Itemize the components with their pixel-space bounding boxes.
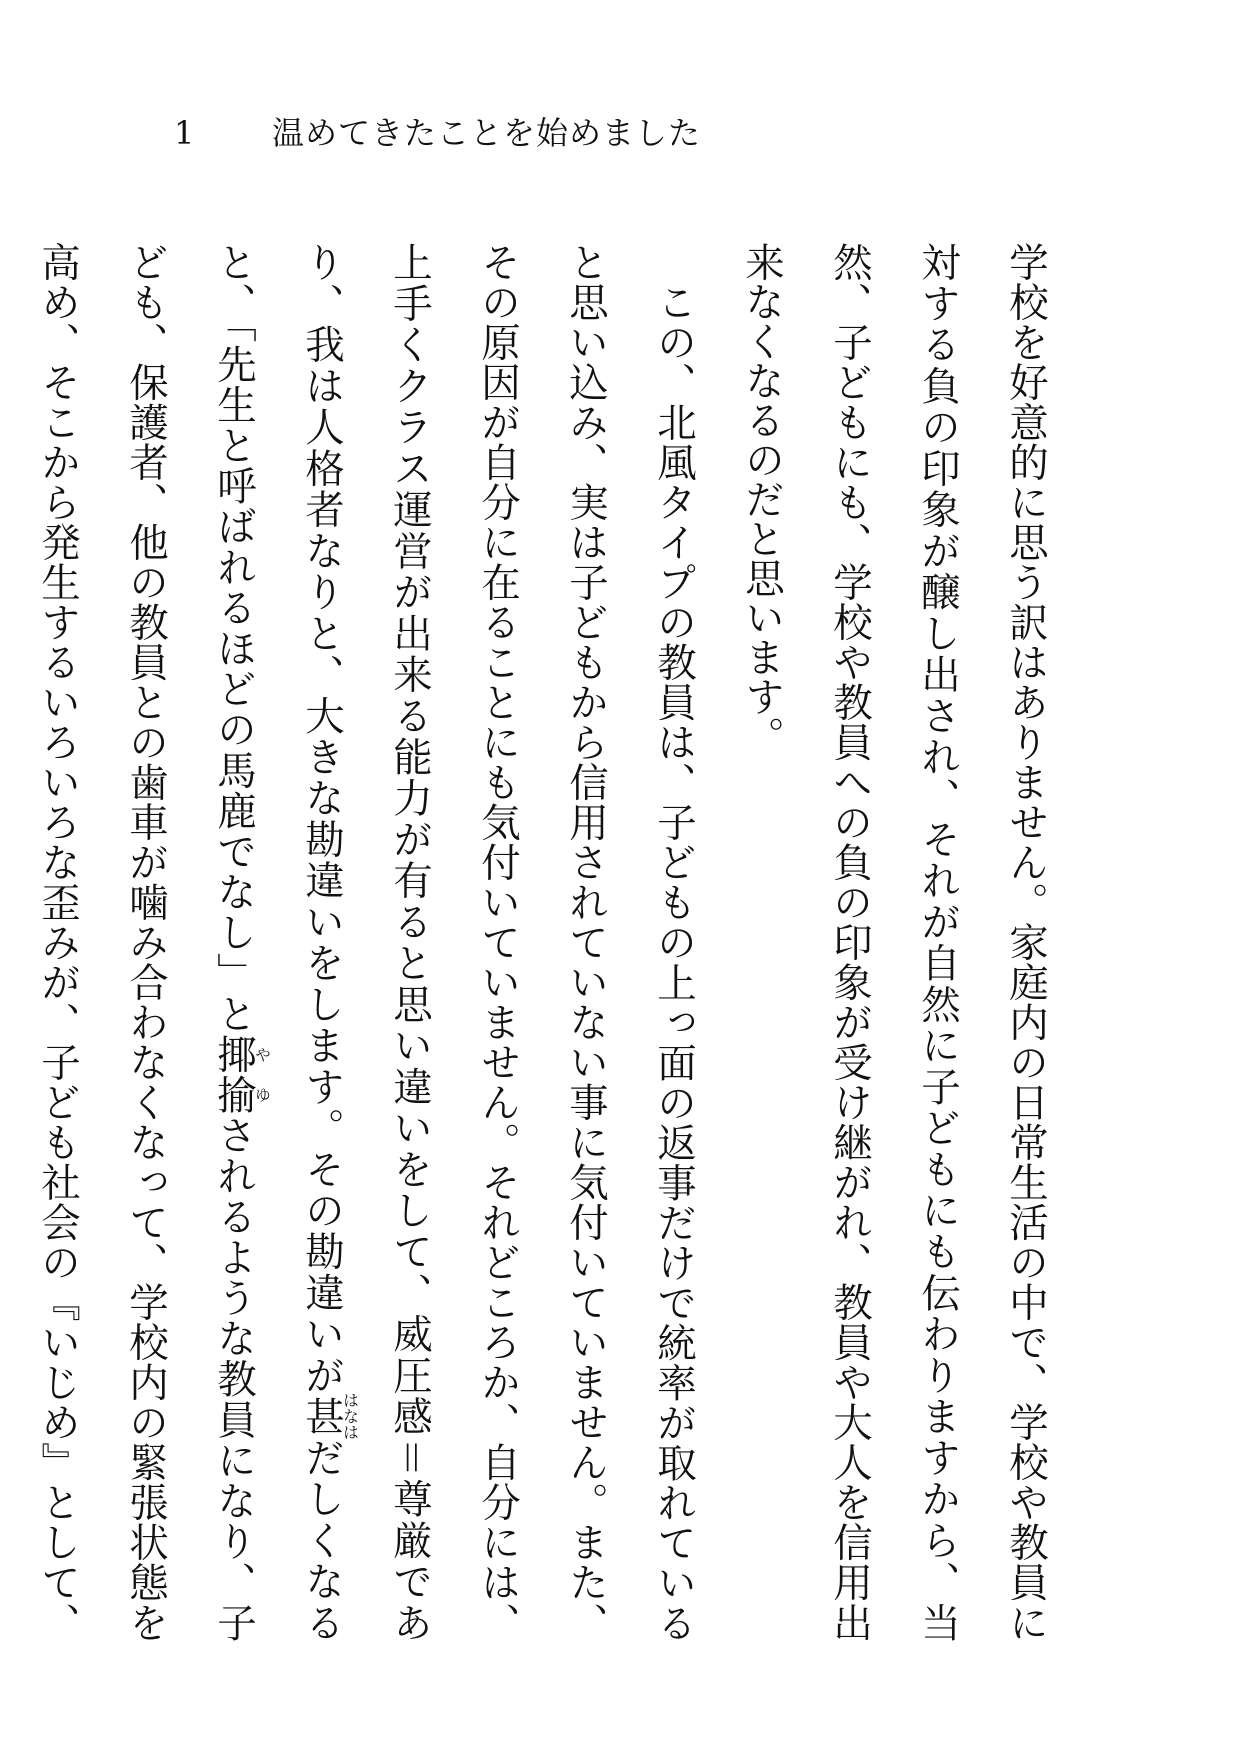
ruby-hanahada [299, 1392, 360, 1441]
paragraph-2-part-2: だしくなると、「先生と呼ばれるほどの馬鹿でなし」と [211, 242, 345, 1643]
paragraph-2-part-1: この、北風タイプの教員は、子どもの上っ面の返事だけで統率が取れていると思い込み、実は子どもから信用されていない事に気付いていません。また、その原因が自分に在ることにも気付いていません。それどころか、自分には、上手くクラス運営が出来る能力が有ると思い違いをして、威圧感＝尊厳であり、我は人格者なりと、大きな勘違いをします。その勘違いが [299, 242, 697, 1642]
running-header [0, 108, 1240, 158]
paragraph-2-part-3: されるような教員になり、子ども、保護者、他の教員との歯車が噛み合わなくなって、学校内の緊張状態を高め、そこから発生するいろいろな歪みが、子ども社会の『いじめ』として、 [35, 242, 257, 1643]
paragraph-1: 学校を好意的に思う訳はありません。家庭内の日常生活の中で、学校や教員に対する負の印象が醸し出され、それが自然に子どもにも伝わりますから、当然、子どもにも、学校や教員への負の印象が受け継がれ、教員や大人を信用出来なくなるのだと思います。 [739, 242, 1049, 1643]
ruby-reading-yayu: やゆ [252, 1034, 272, 1115]
paragraph-2 [0, 242, 718, 1642]
ruby-yayu [211, 1034, 272, 1116]
ruby-reading-hanahada: はなは [340, 1392, 360, 1441]
chapter-title: 温めてきたことを始めました [272, 114, 702, 152]
ruby-base-yayu: 揶揄 [211, 1034, 257, 1116]
ruby-base-hanahada: 甚 [299, 1392, 345, 1441]
page-number: 1 [174, 114, 195, 152]
vertical-text-flow [35, 242, 1070, 1643]
body-text [35, 242, 1070, 1643]
